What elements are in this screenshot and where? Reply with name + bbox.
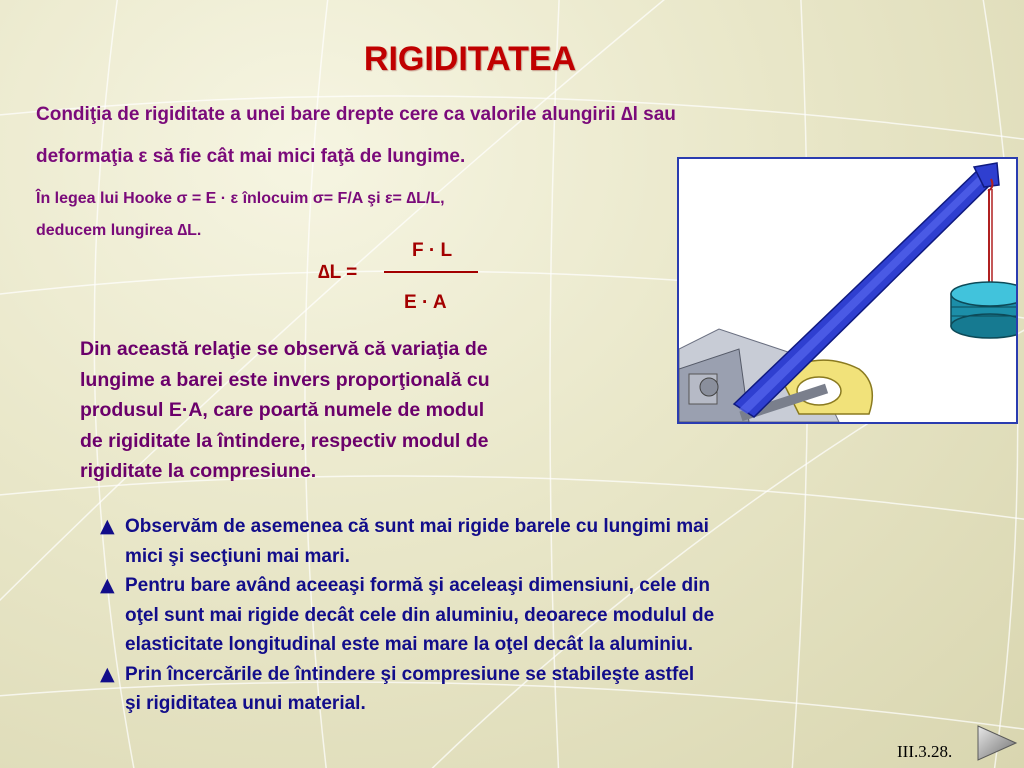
bullet-line: oţel sunt mai rigide decât cele din aluminiu, deoarece modulul de — [125, 604, 715, 626]
bullet-line: Prin încercările de întindere şi compresiune se stabileşte astfel — [125, 663, 695, 685]
paragraph-line: produsul E·A, care poartă numele de modul — [80, 399, 485, 421]
bullet-line: şi rigiditatea unui material. — [125, 693, 366, 714]
formula-lhs: ∆L = — [318, 262, 358, 283]
bullet-marker-icon: ▲ — [100, 662, 115, 685]
bullet-item — [100, 571, 980, 660]
intro-line-1: Condiţia de rigiditate a unei bare drepte cere ca valorile alungirii ∆l sau — [36, 104, 676, 125]
page-title: RIGIDITATEA — [363, 40, 577, 78]
next-slide-arrow-icon[interactable] — [976, 724, 1018, 762]
paragraph-line: rigiditate la compresiune. — [80, 460, 317, 482]
paragraph-line: Din această relaţie se observă că variaţia de — [80, 338, 488, 360]
bullet-list — [100, 512, 980, 719]
hooke-line-1: În legea lui Hooke σ = E · ε înlocuim σ= F/A şi ε= ∆L/L, — [36, 190, 445, 207]
bullet-item — [100, 512, 980, 571]
page-number: III.3.28. — [897, 742, 953, 761]
crane-illustration — [679, 159, 1016, 422]
explanation-paragraph — [80, 334, 640, 487]
paragraph-line: lungime a barei este invers proporţională cu — [80, 368, 490, 391]
bullet-marker-icon: ▲ — [100, 515, 115, 537]
bullet-item — [100, 660, 980, 719]
bullet-line: elasticitate longitudinal este mai mare la oţel decât la aluminiu. — [125, 634, 694, 655]
crane-figure — [677, 157, 1018, 424]
bullet-line: mici şi secţiuni mai mari. — [125, 545, 350, 567]
hooke-line-2: deducem lungirea ∆L. — [36, 222, 202, 239]
formula-numerator: F · L — [412, 240, 453, 261]
formula-denominator: E · A — [404, 292, 447, 313]
formula-fraction-bar — [384, 271, 478, 273]
paragraph-line: de rigiditate la întindere, respectiv modul de — [80, 429, 489, 452]
bullet-marker-icon: ▲ — [100, 574, 115, 596]
bullet-line: Observăm de asemenea că sunt mai rigide barele cu lungimi mai — [125, 516, 709, 537]
intro-line-2: deformaţia ε să fie cât mai mici faţă de lungime. — [36, 146, 466, 167]
bullet-line: Pentru bare având aceeaşi formă şi aceleaşi dimensiuni, cele din — [125, 575, 711, 596]
